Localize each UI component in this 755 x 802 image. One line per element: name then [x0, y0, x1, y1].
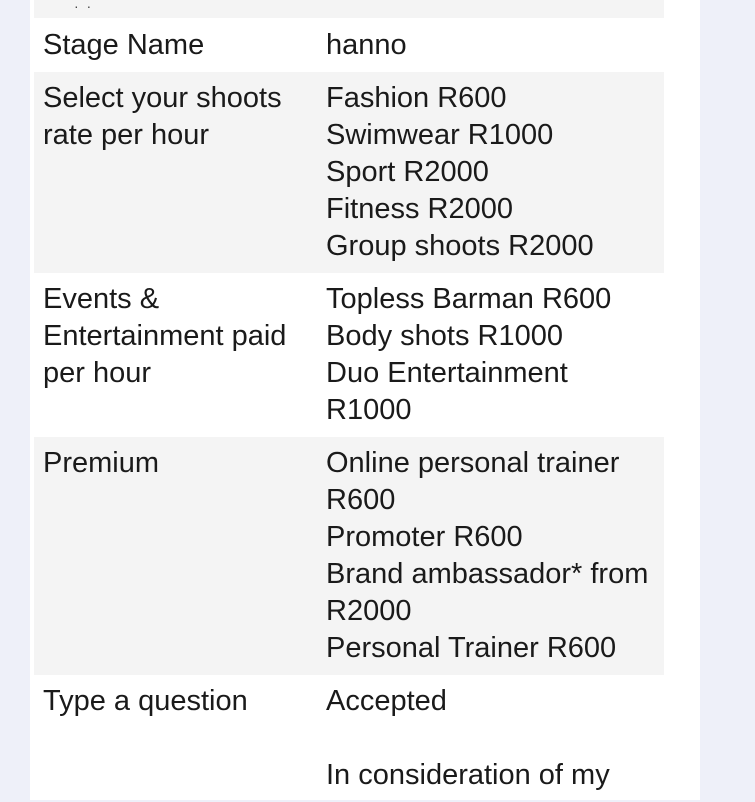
submission-details-table — [34, 19, 664, 802]
blank-line — [326, 720, 656, 757]
field-value — [309, 437, 664, 675]
field-value — [309, 675, 664, 802]
value-line: Promoter R600 — [326, 521, 523, 553]
value-line: Fashion R600 — [326, 82, 507, 114]
value-line: Duo Entertainment R1000 — [326, 357, 568, 426]
value-line: Group shoots R2000 — [326, 230, 594, 262]
field-value — [309, 19, 664, 72]
table-row — [34, 273, 664, 437]
value-line: hanno — [326, 29, 407, 61]
value-line: Brand ambassador* from R2000 — [326, 558, 649, 627]
value-line: Topless Barman R600 — [326, 283, 612, 315]
value-line: Accepted — [326, 685, 447, 717]
table-row — [34, 19, 664, 72]
field-value — [309, 273, 664, 437]
value-line: Swimwear R1000 — [326, 119, 554, 151]
value-line: Sport R2000 — [326, 156, 489, 188]
field-value — [309, 72, 664, 273]
previous-row-partial: · · — [34, 0, 664, 18]
table-row — [34, 72, 664, 273]
table-row — [34, 437, 664, 675]
field-label: Select your shoots rate per hour — [34, 72, 309, 273]
table-row — [34, 675, 664, 802]
field-label: Events & Entertainment paid per hour — [43, 283, 287, 389]
value-line: Body shots R1000 — [326, 320, 563, 352]
field-label: Premium — [34, 437, 309, 675]
field-label: Stage Name — [43, 29, 205, 61]
value-line: Personal Trainer R600 — [326, 632, 617, 664]
value-line: Online personal trainer R600 — [326, 447, 620, 516]
value-line: In consideration of my — [326, 759, 610, 791]
field-label: Type a question — [43, 685, 248, 717]
value-line: Fitness R2000 — [326, 193, 513, 225]
